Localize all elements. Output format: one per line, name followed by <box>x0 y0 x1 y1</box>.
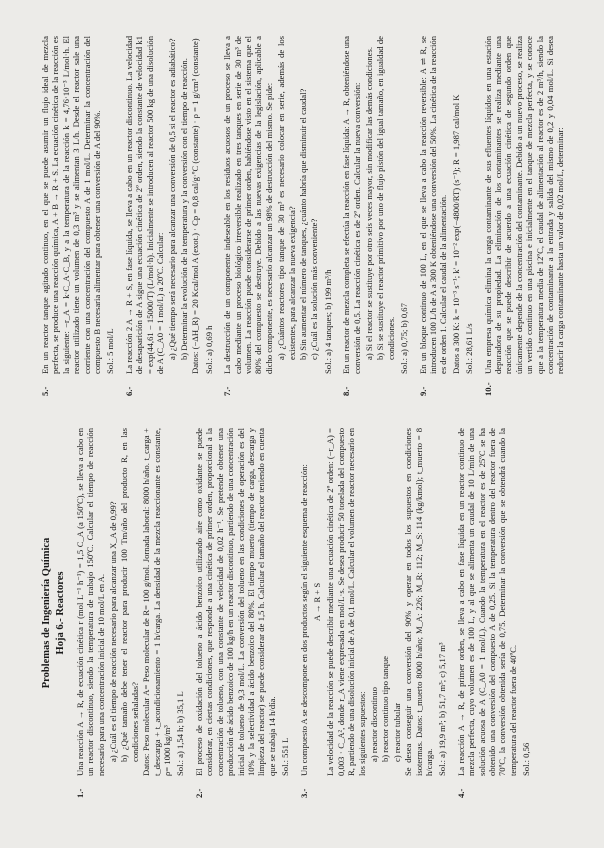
problem-text: En un reactor tanque agitado continuo, en el que se puede asumir un flujo ideal de mezcla perfecta, se produce una reacción química, A + B → R + S. La ecuación cinética de la reacción es la siguiente: −r_A = k·C_A·C_B, y a la temperatura de la reacción k = 4,76·10⁻³ L/mol·h. El reactor utilizado tiene un volumen de 0,3 m³ y se alimentan 3 L/h. Desde el reactor sale una corriente con una concentración del compuesto A de 1 mol/L. Determinar la concentración del compuesto B necesaria alimentar para obtener una conversión de A del 90%. <box>40 36 103 374</box>
problem-number: 6.- <box>123 386 134 396</box>
problem-text: Una reacción A → R, de ecuación cinética r (mol L⁻¹ h⁻¹) = 1,5 C_A (a 150ºC), se lleva a cabo en un reactor discontinuo, siendo la temperatura de trabajo 150ºC. Calcular el tiempo de reacción necesario para una concentración inicial de 10 mol/L en A. <box>74 428 106 776</box>
problem-1 <box>75 428 186 798</box>
problem-number: 2.- <box>193 788 204 798</box>
problem-item: a) reactor discontinuo <box>368 687 379 762</box>
problem-number: 5.- <box>40 386 50 396</box>
problem-solution: Sol.: 0,56 <box>521 742 532 776</box>
problem-item: a) ¿Qué tiempo será necesario para alcanzar una conversión de 0,5 si el reactor es adiabático? <box>167 38 178 360</box>
problem-item: b) ¿Qué tamaño debe tener el reactor para producir 100 Tm/año del producto R, en las condiciones señaladas? <box>119 428 140 762</box>
problem-data: Datos a 300 K: k = 10⁻³ s⁻¹; k' = 10⁻² exp(−4800/RT) (s⁻¹); R = 1,987 cal/mol K <box>450 94 461 374</box>
problem-number: 10.- <box>482 382 493 396</box>
problem-item: b) Si se sustituye el reactor primitivo por uno de flujo pistón del igual tamaño, en igualdad de condiciones. <box>375 36 396 360</box>
problem-item: a) ¿Cuál es el tiempo de reacción necesario para alcanzar una X_A de 0,99? <box>108 501 119 762</box>
problem-text: Una empresa química elimina la carga contaminante de sus efluentes líquidos en una estación depuradora de su propiedad. La eliminación de los contaminantes se realiza mediante una reacción que se puede describir de acuerdo a una ecuación cinética de segundo orden que únicamente depende de la concentración del contaminante. Debido a un nuevo proceso, se realiza un vertido continuo en una piscina e inicialmente en el tanque de mezcla perfecta, y se conoce que a la temperatura media de 12ºC, el caudal de alimentación al reactor es de 2 m³/h, siendo la concentración de contaminante a la entrada y salida del mismo de 0,2 y 0,04 mol/L. Si desea reducir la carga contaminante hasta un valor de 0,02 mol/L, determinar: <box>482 36 566 374</box>
problem-item: c) reactor tubular <box>391 702 402 762</box>
problem-text: En un reactor de mezcla completa se efectúa la reacción en fase líquida: A → R, obteniéndose una conversión de 0,5. La reacción cinética es de 2º orden. Calcular la nueva conversión: <box>341 36 362 374</box>
problem-7 <box>222 36 333 396</box>
reaction-equation: A → R + S <box>311 582 322 622</box>
problem-5 <box>40 36 116 396</box>
problem-item: b) Sin aumentar el número de tanques, ¿cuánto habría que disminuir el caudal? <box>297 88 308 360</box>
problem-item: a) Si el reactor se sustituye por otro seis veces mayor, sin modificar las demás condiciones. <box>363 46 374 360</box>
problem-number: 4.- <box>455 788 466 798</box>
problem-solution: Sol.: a) 1,54 h; b) 35,1 L <box>175 691 186 776</box>
problem-solution: Sol.: 28,61 L/s <box>464 323 475 374</box>
problem-8 <box>341 36 409 396</box>
problem-item: a) ¿Cuántos reactores tipo tanque de 30 m³ es necesario colocar en serie, además de los existentes, para alcanzar la nueva exigencia? <box>276 36 297 360</box>
problem-item: c) ¿Cuál es la solución más conveniente? <box>309 218 320 360</box>
problem-item: b) Determinar la evolución de la temperatura y la conversión con el tiempo de reacción. <box>178 58 189 360</box>
problem-solution: Sol.: a) 19,9 m³; b) 51,7 m³; c) 5,17 m³ <box>437 642 448 776</box>
problem-text: La velocidad de la reacción se puede describir mediante una ecuación cinética de 2º orden: (−r_A) = 0,003 · C_A², donde r_A viene expresada en mol/L·s. Se desea producir 50 tonelada del compuesto R, partiendo de una disolución inicial de A de 0,1 mol/L. Calcular el volumen de reactor necesario en los siguientes supuestos: <box>325 428 367 776</box>
problem-text: El proceso de oxidación del tolueno a ácido benzoico utilizando aire como oxidante se puede considerar, en ciertas condiciones, que responde a una cinética de primer orden, proporcional a la concentración de tolueno, con una constante de velocidad de 0,02 h⁻¹. Se pretende obtener una producción de ácido benzoico de 100 kg/h en un reactor discontinuo, partiendo de una concentración inicial de tolueno de 9,3 mol/L. La conversión del tolueno en las condiciones de operación es del 10% y la selectividad a ácido benzoico del 80%. El tiempo muerto (tiempo de carga, descarga y limpieza del reactor) se puede considerar de 1,5 h. Calcular el tamaño del reactor teniendo en cuenta que se trabaja 14 h/día. <box>193 428 277 776</box>
problem-number: 8.- <box>341 386 352 396</box>
problem-solution: Sol.: 551 L <box>280 737 291 776</box>
problem-number: 1.- <box>74 788 85 798</box>
problem-number: 7.- <box>222 386 233 396</box>
problem-2 <box>194 428 291 798</box>
problem-data: Datos: Peso molecular A= Peso molecular de R= 100 g/mol. Jornada laboral: 8000 h/año. t_carga + t_descarga + t_acondicionamiento = 1 h/carga. La densidad de la mezcla reaccionante es constante, ρ= 1000 kg/m³ <box>141 428 173 776</box>
problem-solution: Sol.: a) 4 tanques; b) 199 m³/h <box>322 269 333 374</box>
problem-text: La destrucción de un componente indeseable en los residuos acuosos de un proceso se lleva a cabo mediante un proceso biológico irreversible realizado en tres tanques en serie de 30 m³ de volumen. La reacción puede considerarse de primer orden, habiéndose visto en el sistema que el 80% del compuesto se destruye. Debido a las nuevas exigencias de la legislación, aplicable a dicho componente, es necesario alcanzar un 98% de destrucción del mismo. Se pide: <box>222 36 274 374</box>
page-title: Problemas de Ingeniería Química <box>41 537 52 689</box>
problem-solution: Sol.: a) 0,75; b) 0,67 <box>399 303 410 374</box>
problem-6 <box>124 36 214 396</box>
problem-solution: Sol.: 5 mol/L <box>105 328 116 374</box>
problem-data: Se desea conseguir una conversión del 90% y operar en todos los supuestos en condiciones isotermas. Datos: t_muerto 8000 h/año; M_A: 226; M_R: 112; M_S: 114 (kg/kmol); t_muerto = 8 h/carga. <box>403 428 434 776</box>
problem-text: En un bloque continuo de 100 L, en el que se lleva a cabo la reacción reversible: A ⇌ R, se introducen 100 L/h de A a 300 K obteniéndose una conversión del 50%. La cinética de la reacción es de orden 1. Calcular el caudal de la alimentación. <box>417 36 449 374</box>
problem-3 <box>299 428 448 798</box>
problem-text: La reacción 2 A → R + S, en fase líquida, se lleva a cabo en un reactor discontinuo. La velocidad de desaparición de A sigue una ecuación cinética de 2º orden, siendo la constante de velocidad k1 = exp(44,61 − 15000/T) (L/mol·h). Inicialmente se introducen al reactor 500 kg de una disolución de A (C_A0 = 1 mol/L) a 20ºC. Calcular: <box>123 36 166 374</box>
page-subtitle: Hoja 6.- Reactores <box>55 571 67 655</box>
problem-text: Un compuesto A se descompone en dos productos según el siguiente esquema de reacción: <box>298 464 309 776</box>
problem-solution: Sol.: a) 0,69 h <box>203 325 214 374</box>
problem-4 <box>456 428 532 798</box>
problem-text: La reacción A → R, de primer orden, se lleva a cabo en fase líquida en un reactor continuo de mezcla perfecta, cuyo volumen es de 100 L, y al que se alimenta un caudal de 10 L/min de una solución acuosa de A (C_A0 = 1 mol/L). Cuando la temperatura en el reactor es de 25ºC se ha obtenido una conversión del compuesto A de 0,25. Si la temperatura dentro del reactor fuera de 70ºC, la conversión obtenida sería de 0,75. Determinar la conversión que se obtendrá cuando la temperatura del reactor fuera de 40ºC. <box>455 428 518 776</box>
problem-number: 3.- <box>298 788 309 798</box>
problem-item: b) reactor continuo tipo tanque <box>380 656 391 762</box>
problem-number: 9.- <box>417 386 428 396</box>
problem-10 <box>483 36 568 396</box>
left-column <box>40 428 540 798</box>
right-column <box>40 36 576 396</box>
problem-9 <box>418 36 475 396</box>
problem-data: Datos: (−ΔH_R) = 20 Kcal/mol A (exot.) · Cp = 0,8 cal/g·ºC (constante) · ρ = 1 g/cm³ (constante) <box>190 38 201 374</box>
